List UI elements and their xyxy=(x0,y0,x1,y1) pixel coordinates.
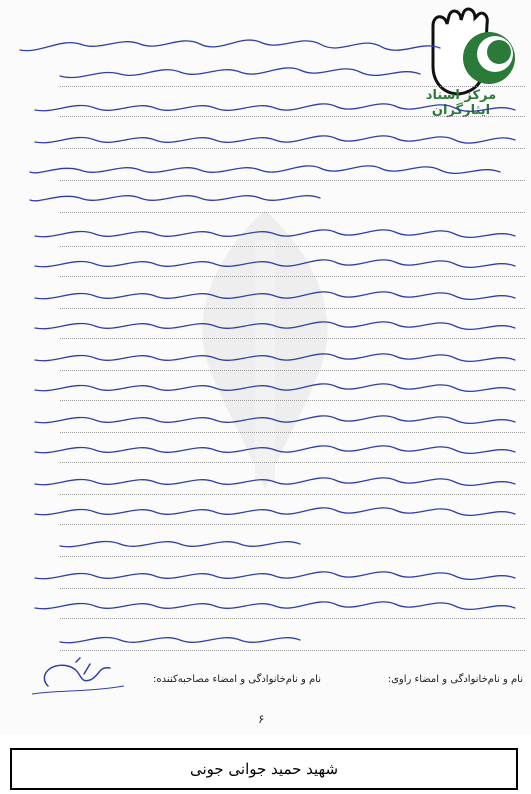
narrator-label: نام و نام‌خانوادگی و امضاء راوی: xyxy=(387,674,523,685)
narrator-signature xyxy=(28,656,128,696)
page-number: ۶ xyxy=(258,712,265,726)
caption-box xyxy=(10,748,518,790)
logo-text: مرکز اسناد ایثارگران xyxy=(425,88,497,118)
interviewer-label: نام و نام‌خانوادگی و امضاء مصاحبه‌کننده: xyxy=(153,674,321,685)
caption-text: شهید حمید جوانی جونی xyxy=(189,760,339,778)
